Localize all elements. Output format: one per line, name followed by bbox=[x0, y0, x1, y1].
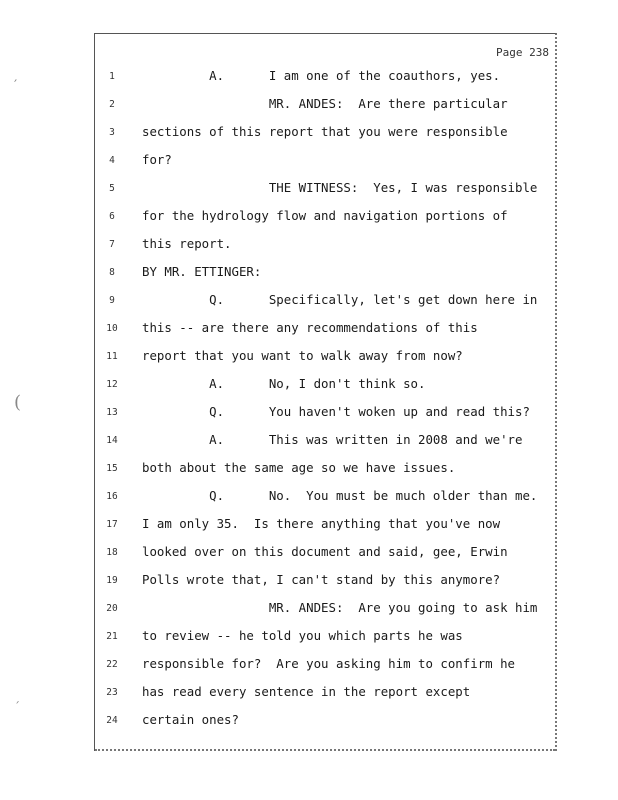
line-text: report that you want to walk away from now? bbox=[142, 348, 463, 363]
line-number: 9 bbox=[109, 295, 115, 306]
line-number: 5 bbox=[109, 183, 115, 194]
transcript-line bbox=[0, 152, 618, 172]
line-number: 3 bbox=[109, 127, 115, 138]
line-text: THE WITNESS: Yes, I was responsible bbox=[142, 180, 538, 195]
line-number: 10 bbox=[106, 323, 118, 334]
line-text: for the hydrology flow and navigation portions of bbox=[142, 208, 508, 223]
line-number: 7 bbox=[109, 239, 115, 250]
line-number: 4 bbox=[109, 155, 115, 166]
line-text: sections of this report that you were responsible bbox=[142, 124, 508, 139]
line-text: BY MR. ETTINGER: bbox=[142, 264, 262, 279]
line-number: 19 bbox=[106, 575, 118, 586]
transcript-line bbox=[0, 600, 618, 620]
transcript-line bbox=[0, 96, 618, 116]
transcript-line bbox=[0, 488, 618, 508]
line-text: A. I am one of the coauthors, yes. bbox=[142, 68, 501, 83]
line-text: this report. bbox=[142, 236, 232, 251]
line-number: 16 bbox=[106, 491, 118, 502]
transcript-line bbox=[0, 544, 618, 564]
transcript-line bbox=[0, 376, 618, 396]
margin-mark-middle: ( bbox=[14, 392, 22, 413]
line-text: responsible for? Are you asking him to confirm he bbox=[142, 656, 515, 671]
line-text: Q. You haven't woken up and read this? bbox=[142, 404, 530, 419]
transcript-line bbox=[0, 180, 618, 200]
line-text: A. No, I don't think so. bbox=[142, 376, 426, 391]
line-text: Q. Specifically, let's get down here in bbox=[142, 292, 538, 307]
transcript-line bbox=[0, 684, 618, 704]
transcript-line bbox=[0, 348, 618, 368]
line-text: for? bbox=[142, 152, 172, 167]
line-text: has read every sentence in the report except bbox=[142, 684, 471, 699]
transcript-line bbox=[0, 460, 618, 480]
transcript-line bbox=[0, 236, 618, 256]
line-text: both about the same age so we have issues. bbox=[142, 460, 456, 475]
page-number: Page 238 bbox=[496, 46, 549, 59]
line-number: 13 bbox=[106, 407, 118, 418]
transcript-line bbox=[0, 264, 618, 284]
transcript-line bbox=[0, 572, 618, 592]
line-number: 20 bbox=[106, 603, 118, 614]
line-text: this -- are there any recommendations of this bbox=[142, 320, 478, 335]
transcript-line bbox=[0, 628, 618, 648]
line-number: 8 bbox=[109, 267, 115, 278]
line-text: certain ones? bbox=[142, 712, 239, 727]
line-number: 21 bbox=[106, 631, 118, 642]
line-number: 22 bbox=[106, 659, 118, 670]
transcript-line bbox=[0, 516, 618, 536]
line-number: 11 bbox=[106, 351, 118, 362]
transcript-line bbox=[0, 124, 618, 144]
transcript-line bbox=[0, 656, 618, 676]
line-text: MR. ANDES: Are you going to ask him bbox=[142, 600, 538, 615]
transcript-line bbox=[0, 712, 618, 732]
transcript-line bbox=[0, 68, 618, 88]
margin-mark-bottom: ´ bbox=[14, 700, 20, 714]
line-number: 24 bbox=[106, 715, 118, 726]
line-text: I am only 35. Is there anything that you've now bbox=[142, 516, 501, 531]
line-number: 1 bbox=[109, 71, 115, 82]
line-text: looked over on this document and said, gee, Erwin bbox=[142, 544, 508, 559]
line-text: Polls wrote that, I can't stand by this anymore? bbox=[142, 572, 501, 587]
transcript-line bbox=[0, 432, 618, 452]
line-number: 12 bbox=[106, 379, 118, 390]
line-number: 6 bbox=[109, 211, 115, 222]
line-number: 2 bbox=[109, 99, 115, 110]
line-text: to review -- he told you which parts he was bbox=[142, 628, 463, 643]
transcript-line bbox=[0, 208, 618, 228]
line-number: 18 bbox=[106, 547, 118, 558]
line-number: 15 bbox=[106, 463, 118, 474]
line-number: 23 bbox=[106, 687, 118, 698]
line-text: A. This was written in 2008 and we're bbox=[142, 432, 523, 447]
line-text: Q. No. You must be much older than me. bbox=[142, 488, 538, 503]
transcript-line bbox=[0, 404, 618, 424]
line-text: MR. ANDES: Are there particular bbox=[142, 96, 508, 111]
line-number: 17 bbox=[106, 519, 118, 530]
transcript-line bbox=[0, 320, 618, 340]
line-number: 14 bbox=[106, 435, 118, 446]
margin-mark-top: ′ bbox=[14, 78, 18, 94]
transcript-line bbox=[0, 292, 618, 312]
